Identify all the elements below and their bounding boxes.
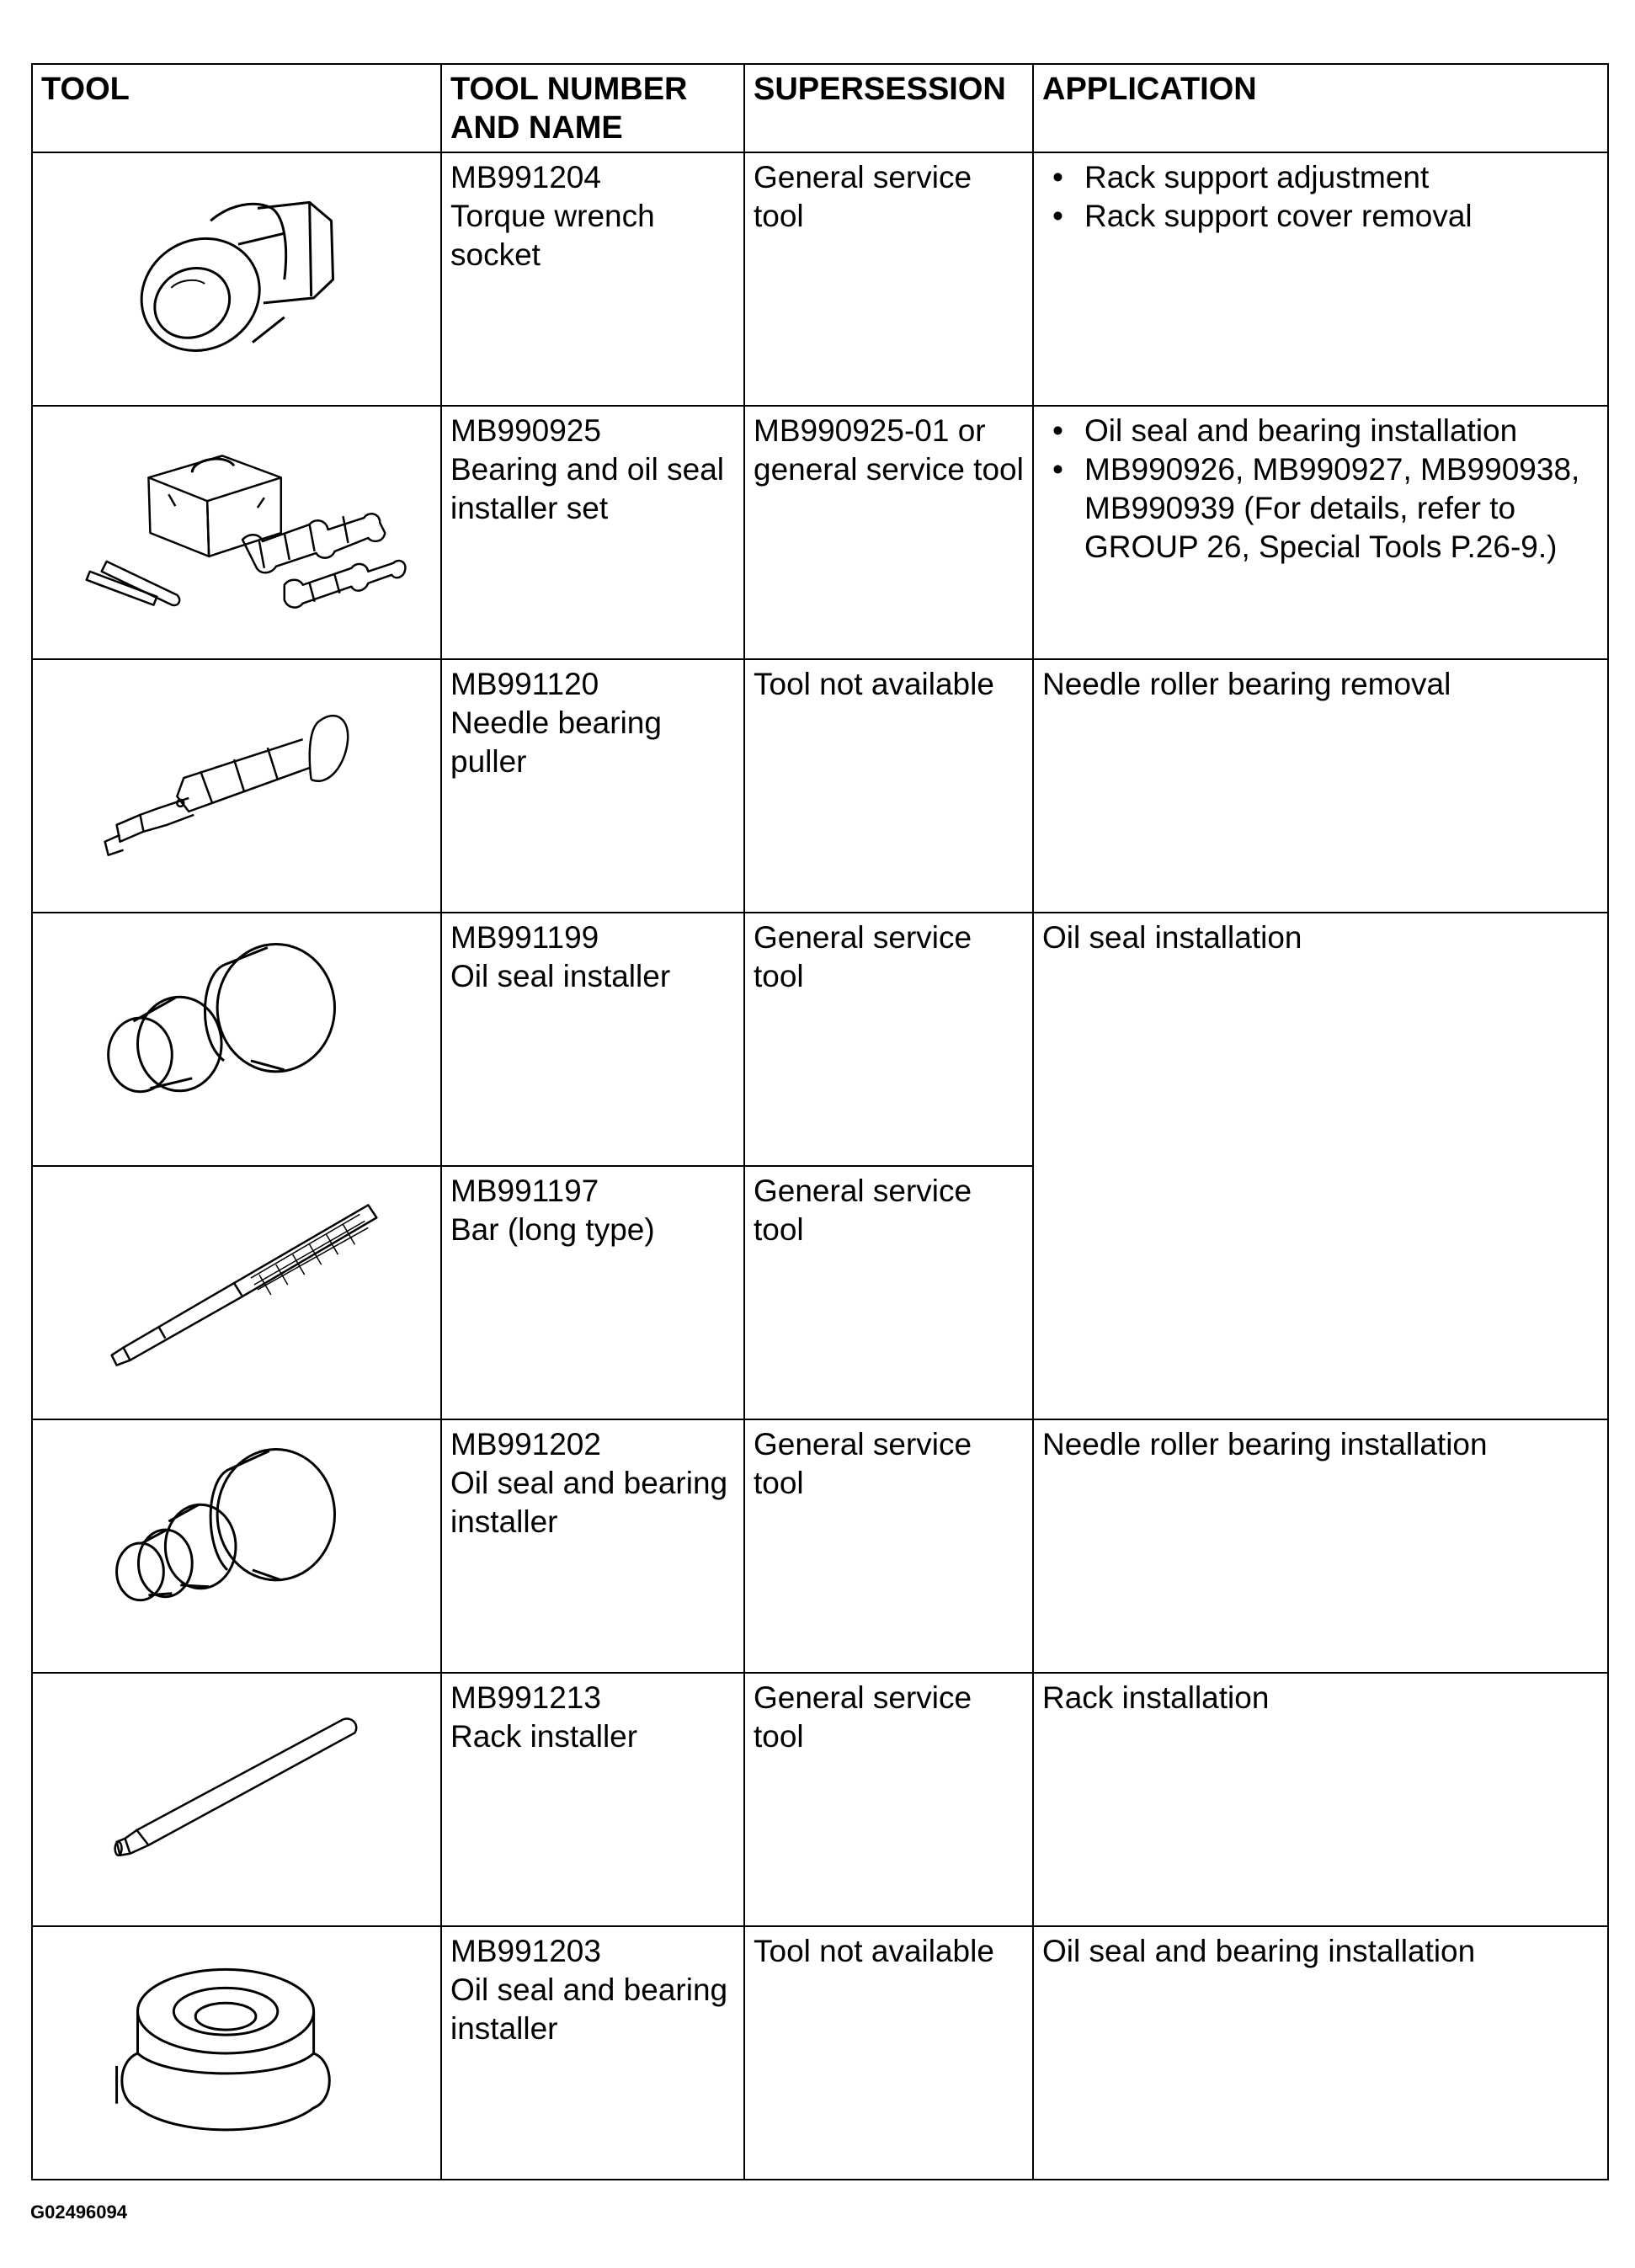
tool-name: Oil seal and bearing installer bbox=[450, 1973, 728, 2046]
supersession-cell: General service tool bbox=[744, 913, 1033, 1166]
supersession-cell: General service tool bbox=[744, 152, 1033, 406]
supersession-cell: MB990925-01 or general service tool bbox=[744, 406, 1033, 659]
application-cell: Needle roller bearing removal bbox=[1033, 659, 1608, 913]
supersession-cell: General service tool bbox=[744, 1166, 1033, 1419]
header-tool-number-name: TOOL NUMBER AND NAME bbox=[441, 64, 744, 152]
installer-icon bbox=[33, 913, 440, 1165]
tool-number-name-cell bbox=[441, 406, 744, 659]
rod-icon bbox=[33, 1674, 440, 1925]
tool-number-name-cell bbox=[441, 1926, 744, 2180]
tool-name: Needle bearing puller bbox=[450, 705, 662, 779]
application-cell: Oil seal and bearing installation bbox=[1033, 1926, 1608, 2180]
tool-name: Bearing and oil seal installer set bbox=[450, 452, 724, 525]
tool-number-name-cell bbox=[441, 1419, 744, 1673]
header-tool: TOOL bbox=[32, 64, 441, 152]
table-row bbox=[32, 913, 1608, 1166]
tool-illustration-cell bbox=[32, 659, 441, 913]
tool-number: MB991204 bbox=[450, 160, 601, 194]
tool-number: MB991120 bbox=[450, 667, 599, 701]
tool-number: MB990925 bbox=[450, 413, 601, 448]
table-row bbox=[32, 659, 1608, 913]
tool-number-name-cell bbox=[441, 1673, 744, 1926]
application-cell: Needle roller bearing installation bbox=[1033, 1419, 1608, 1673]
tool-illustration-cell bbox=[32, 152, 441, 406]
application-cell: Rack installation bbox=[1033, 1673, 1608, 1926]
application-cell bbox=[1033, 406, 1608, 659]
tool-number: MB991197 bbox=[450, 1174, 599, 1208]
application-list bbox=[1042, 412, 1599, 567]
application-cell: Oil seal installation bbox=[1033, 913, 1608, 1419]
tool-number-name-cell bbox=[441, 152, 744, 406]
tool-number-name-cell bbox=[441, 1166, 744, 1419]
table-row bbox=[32, 1926, 1608, 2180]
tool-illustration-cell bbox=[32, 1926, 441, 2180]
application-item: • Oil seal and bearing installation bbox=[1042, 412, 1599, 450]
application-item: • Rack support cover removal bbox=[1042, 197, 1599, 236]
tool-illustration-cell bbox=[32, 1673, 441, 1926]
header-supersession: SUPERSESSION bbox=[744, 64, 1033, 152]
tool-name: Oil seal and bearing installer bbox=[450, 1466, 728, 1539]
application-list bbox=[1042, 158, 1599, 236]
supersession-cell: General service tool bbox=[744, 1419, 1033, 1673]
stepped-installer-icon bbox=[33, 1420, 440, 1672]
supersession-cell: General service tool bbox=[744, 1673, 1033, 1926]
figure-id: G02496094 bbox=[30, 2201, 127, 2223]
tool-illustration-cell bbox=[32, 913, 441, 1166]
tool-name: Torque wrench socket bbox=[450, 199, 655, 272]
table-row bbox=[32, 406, 1608, 659]
table-row bbox=[32, 152, 1608, 406]
header-row bbox=[32, 64, 1608, 152]
ring-installer-icon bbox=[33, 1927, 440, 2179]
table-row bbox=[32, 1419, 1608, 1673]
bar-icon bbox=[33, 1167, 440, 1419]
tool-number-name-cell bbox=[441, 659, 744, 913]
special-tools-table bbox=[31, 63, 1609, 2180]
tool-illustration-cell bbox=[32, 406, 441, 659]
application-cell bbox=[1033, 152, 1608, 406]
tool-name: Oil seal installer bbox=[450, 959, 671, 993]
application-item: • MB990926, MB990927, MB990938, MB990939 (For details, refer to GROUP 26, Special Tools P.26-9.) bbox=[1042, 450, 1599, 567]
application-item: • Rack support adjustment bbox=[1042, 158, 1599, 197]
tool-name: Rack installer bbox=[450, 1719, 638, 1754]
tool-number-name-cell bbox=[441, 913, 744, 1166]
tool-name: Bar (long type) bbox=[450, 1212, 655, 1247]
socket-icon bbox=[33, 153, 440, 405]
installer-set-icon bbox=[33, 407, 440, 658]
tool-illustration-cell bbox=[32, 1166, 441, 1419]
tool-number: MB991202 bbox=[450, 1427, 601, 1461]
tool-illustration-cell bbox=[32, 1419, 441, 1673]
supersession-cell: Tool not available bbox=[744, 1926, 1033, 2180]
header-application: APPLICATION bbox=[1033, 64, 1608, 152]
supersession-cell: Tool not available bbox=[744, 659, 1033, 913]
tool-number: MB991199 bbox=[450, 920, 599, 955]
tool-number: MB991213 bbox=[450, 1680, 601, 1715]
table-row bbox=[32, 1673, 1608, 1926]
tool-number: MB991203 bbox=[450, 1934, 601, 1968]
puller-icon bbox=[33, 660, 440, 912]
